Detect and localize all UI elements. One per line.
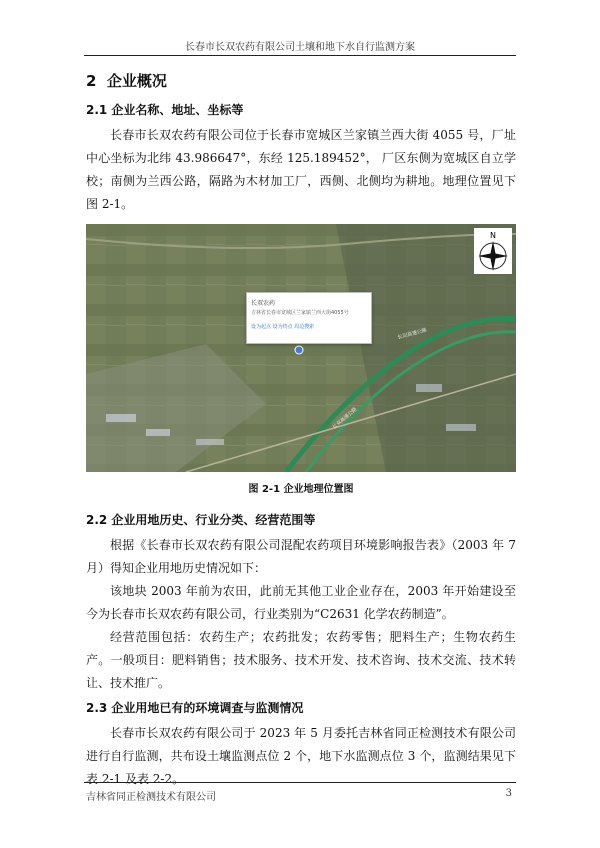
- popup-address: 吉林省长春市宽城区兰家镇兰西大街4055号: [251, 310, 349, 316]
- paragraph-2-2-a: 根据《长春市长双农药有限公司混配农药项目环境影响报告表》（2003 年 7 月）得知企业用地历史情况如下：: [86, 538, 516, 575]
- header-divider: [84, 55, 516, 56]
- paragraph-2-3: 长春市长双农药有限公司于 2023 年 5 月委托吉林省同正检测技术有限公司进行自行监测，共布设土壤监测点位 2 个，地下水监测点位 3 个，监测结果见下表 2-1 及表 2-2。: [86, 726, 516, 786]
- road-label: 长双高速公路: [396, 327, 428, 341]
- popup-title: 长双农药: [251, 300, 276, 307]
- paragraph-2-1: 长春市长双农药有限公司位于长春市宽城区兰家镇兰西大街 4055 号，厂址中心坐标为北纬 43.986647°，东经 125.189452°， 厂区东侧为宽城区自立学校；南侧为兰西公路，隔路为木材加工厂，西侧、北侧均为耕地。地理位置见下图 2-1。: [86, 128, 516, 211]
- popup-links[interactable]: 设为起点 设为终点 周边搜索: [251, 324, 315, 330]
- heading-2-3: 2.3 企业用地已有的环境调查与监测情况: [86, 701, 304, 715]
- compass-north-label: N: [490, 231, 496, 240]
- heading-2-2: 2.2 企业用地历史、行业分类、经营范围等: [86, 513, 316, 527]
- page-footer: [86, 788, 512, 803]
- section-title: [86, 70, 516, 91]
- section-number: 2: [86, 72, 97, 90]
- paragraph-2-2-c: 经营范围包括：农药生产；农药批发；农药零售；肥料生产；生物农药生产。一般项目：肥料销售；技术服务、技术开发、技术咨询、技术交流、技术转让、技术推广。: [86, 630, 516, 690]
- page-body: [86, 70, 516, 791]
- paragraph-2-2-b: 该地块 2003 年前为农田，此前无其他工业企业存在，2003 年开始建设至今为长春市长双农药有限公司，行业类别为“C2631 化学农药制造”。: [86, 584, 516, 621]
- road-label: 长双高速公路: [331, 406, 359, 431]
- footer-divider: [84, 782, 516, 783]
- footer-company: 吉林省同正检测技术有限公司: [86, 792, 216, 803]
- section-title-text: 企业概况: [106, 72, 167, 90]
- page-number: 3: [505, 788, 512, 799]
- location-map: [86, 224, 516, 472]
- map-road-labels: [86, 224, 516, 472]
- heading-2-1: 2.1 企业名称、地址、坐标等: [86, 103, 244, 117]
- page-header: 长春市长双农药有限公司土壤和地下水自行监测方案: [185, 42, 415, 53]
- figure-caption: 图 2-1 企业地理位置图: [248, 484, 354, 495]
